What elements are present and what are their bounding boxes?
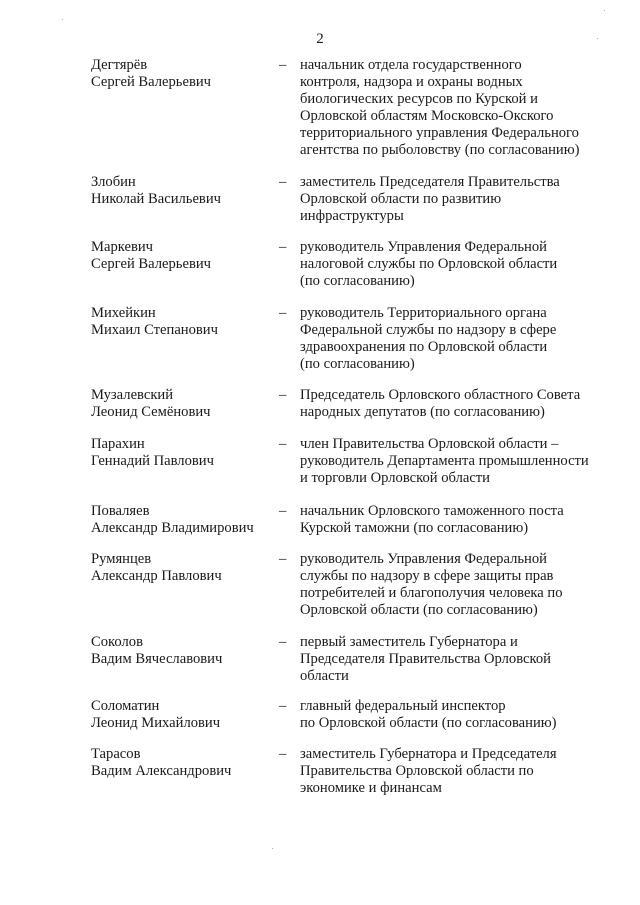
position-line: потребителей и благополучия человека по	[300, 585, 563, 601]
member-name	[91, 174, 271, 208]
position-line: (по согласованию)	[300, 273, 415, 289]
member-surname: Парахин	[91, 436, 145, 452]
member-given-names: Геннадий Павлович	[91, 453, 214, 469]
position-line: Федеральной службы по надзору в сфере	[300, 322, 557, 338]
member-position	[300, 57, 600, 159]
member-surname: Маркевич	[91, 239, 153, 255]
member-given-names: Михаил Степанович	[91, 322, 218, 338]
member-name	[91, 551, 271, 585]
position-line: Председатель Орловского областного Совета	[300, 387, 581, 403]
position-line: первый заместитель Губернатора и	[300, 634, 518, 650]
member-position	[300, 634, 600, 685]
separator-dash: –	[279, 698, 287, 714]
member-given-names: Вадим Александрович	[91, 763, 232, 779]
position-line: начальник отдела государственного	[300, 57, 522, 73]
position-line: области	[300, 668, 349, 684]
member-given-names: Сергей Валерьевич	[91, 256, 211, 272]
position-line: (по согласованию)	[300, 356, 415, 372]
position-line: Правительства Орловской области по	[300, 763, 534, 779]
separator-dash: –	[279, 746, 287, 762]
position-line: Орловской областям Московско-Окского	[300, 108, 554, 124]
position-line: агентства по рыболовству (по согласованию)	[300, 142, 580, 158]
member-surname: Румянцев	[91, 551, 152, 567]
member-position	[300, 503, 600, 537]
separator-dash: –	[279, 634, 287, 650]
member-given-names: Николай Васильевич	[91, 191, 221, 207]
member-surname: Дегтярёв	[91, 57, 148, 73]
separator-dash: –	[279, 503, 287, 519]
position-line: инфраструктуры	[300, 208, 404, 224]
position-line: экономике и финансам	[300, 780, 442, 796]
member-position	[300, 746, 600, 797]
member-given-names: Сергей Валерьевич	[91, 74, 211, 90]
scan-speck	[604, 10, 605, 11]
separator-dash: –	[279, 436, 287, 452]
position-line: руководитель Управления Федеральной	[300, 239, 547, 255]
member-name	[91, 698, 271, 732]
member-position	[300, 698, 600, 732]
position-line: руководитель Управления Федеральной	[300, 551, 547, 567]
member-surname: Тарасов	[91, 746, 141, 762]
position-line: заместитель Председателя Правительства	[300, 174, 560, 190]
position-line: член Правительства Орловской области –	[300, 436, 559, 452]
member-position	[300, 436, 600, 487]
position-line: налоговой службы по Орловской области	[300, 256, 558, 272]
separator-dash: –	[279, 57, 287, 73]
member-given-names: Александр Владимирович	[91, 520, 254, 536]
member-name	[91, 239, 271, 273]
position-line: Председателя Правительства Орловской	[300, 651, 551, 667]
position-line: территориального управления Федерального	[300, 125, 579, 141]
member-surname: Злобин	[91, 174, 136, 190]
position-line: здравоохранения по Орловской области	[300, 339, 548, 355]
separator-dash: –	[279, 551, 287, 567]
member-position	[300, 305, 600, 373]
scan-speck	[62, 19, 63, 20]
position-line: Курской таможни (по согласованию)	[300, 520, 529, 536]
member-name	[91, 57, 271, 91]
position-line: руководитель Территориального органа	[300, 305, 547, 321]
member-surname: Михейкин	[91, 305, 156, 321]
member-name	[91, 305, 271, 339]
member-name	[91, 746, 271, 780]
position-line: Орловской области по развитию	[300, 191, 502, 207]
member-name	[91, 503, 271, 537]
position-line: начальник Орловского таможенного поста	[300, 503, 564, 519]
position-line: биологических ресурсов по Курской и	[300, 91, 538, 107]
member-position	[300, 551, 600, 619]
separator-dash: –	[279, 387, 287, 403]
member-name	[91, 387, 271, 421]
separator-dash: –	[279, 305, 287, 321]
separator-dash: –	[279, 239, 287, 255]
position-line: контроля, надзора и охраны водных	[300, 74, 523, 90]
position-line: Орловской области (по согласованию)	[300, 602, 538, 618]
position-line: руководитель Департамента промышленности	[300, 453, 589, 469]
member-surname: Соломатин	[91, 698, 160, 714]
member-given-names: Леонид Семёнович	[91, 404, 211, 420]
position-line: и торговли Орловской области	[300, 470, 490, 486]
member-position	[300, 387, 600, 421]
member-position	[300, 239, 600, 290]
scan-speck	[272, 848, 273, 849]
position-line: народных депутатов (по согласованию)	[300, 404, 545, 420]
member-name	[91, 436, 271, 470]
member-surname: Поваляев	[91, 503, 150, 519]
member-given-names: Александр Павлович	[91, 568, 222, 584]
scan-speck	[597, 38, 598, 39]
member-name	[91, 634, 271, 668]
position-line: главный федеральный инспектор	[300, 698, 506, 714]
position-line: службы по надзору в сфере защиты прав	[300, 568, 554, 584]
member-given-names: Вадим Вячеславович	[91, 651, 223, 667]
member-position	[300, 174, 600, 225]
position-line: по Орловской области (по согласованию)	[300, 715, 557, 731]
page-number: 2	[316, 31, 324, 47]
position-line: заместитель Губернатора и Председателя	[300, 746, 557, 762]
member-given-names: Леонид Михайлович	[91, 715, 221, 731]
member-surname: Музалевский	[91, 387, 174, 403]
separator-dash: –	[279, 174, 287, 190]
member-surname: Соколов	[91, 634, 143, 650]
